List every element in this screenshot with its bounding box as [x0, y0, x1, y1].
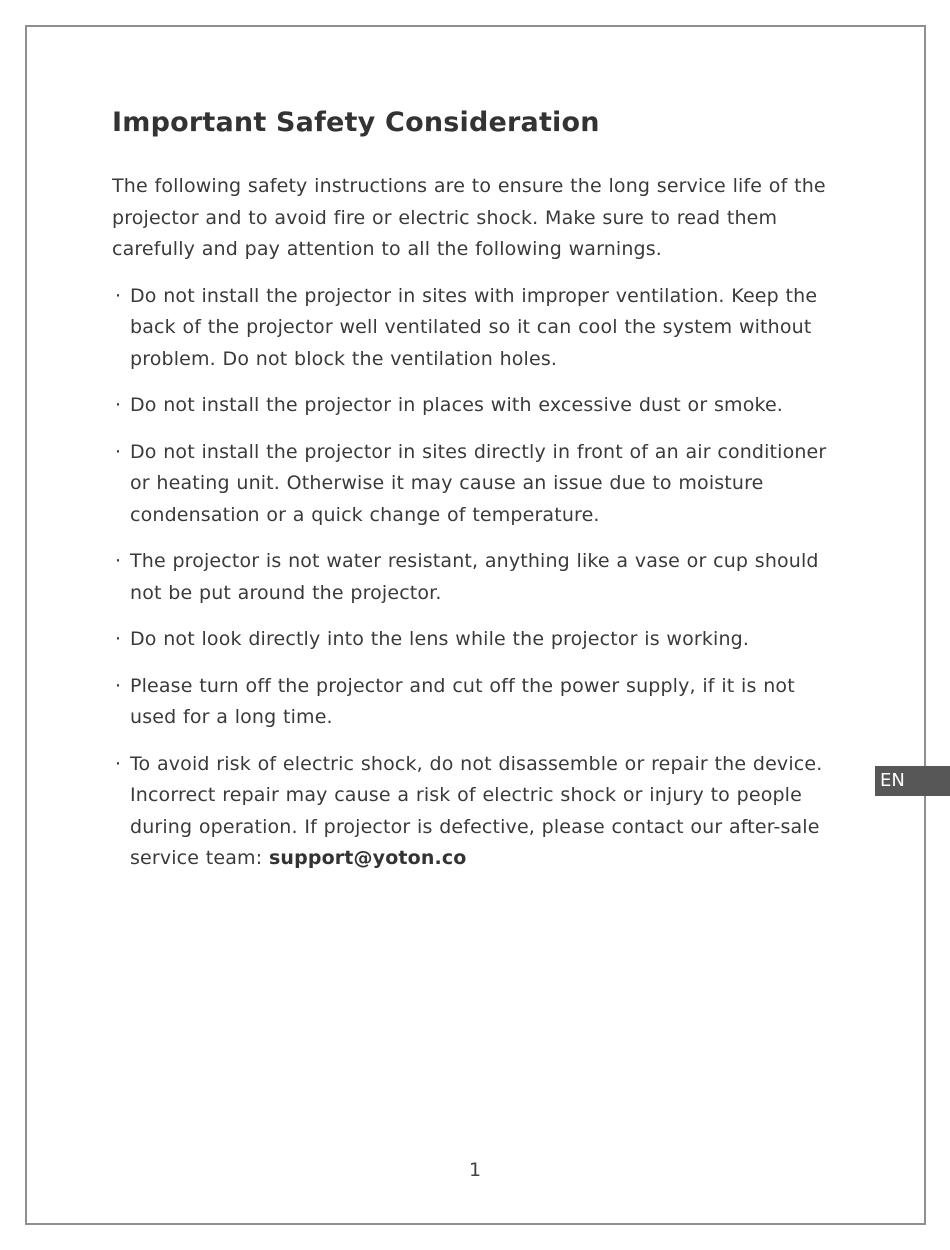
warning-text: Do not install the projector in sites with improper ventilation. Keep the back of the projector well ventilated so it can cool the system without problem. Do not block the ventilation holes. — [130, 284, 818, 370]
warning-item — [112, 546, 847, 609]
page-title: Important Safety Consideration — [112, 107, 600, 138]
warning-item — [112, 671, 847, 734]
page-content — [112, 103, 847, 890]
warning-text: The projector is not water resistant, anything like a vase or cup should not be put around the projector. — [130, 550, 819, 604]
warning-text: Do not look directly into the lens while the projector is working. — [130, 628, 750, 650]
warnings-list — [112, 281, 847, 875]
bullet-icon: · — [115, 440, 122, 463]
page-number: 1 — [468, 1159, 482, 1181]
support-email[interactable]: support@yoton.co — [268, 847, 467, 869]
bullet-icon: · — [115, 752, 122, 775]
warning-text: Please turn off the projector and cut off the power supply, if it is not used for a long time. — [130, 674, 795, 728]
language-tab: EN — [875, 766, 950, 796]
bullet-icon: · — [115, 550, 122, 572]
warning-item — [112, 281, 847, 376]
warning-text: To avoid risk of electric shock, do not disassemble or repair the device. Incorrect repair may cause a risk of electric shock or injury to people during operation. If projector is defective, please contact our after-sale service team: — [130, 752, 823, 869]
bullet-icon: · — [115, 628, 122, 650]
bullet-icon: · — [115, 394, 122, 416]
warning-text: Do not install the projector in sites directly in front of an air conditioner or heating unit. Otherwise it may cause an issue due to moisture condensation or a quick change of temperature. — [130, 440, 827, 526]
intro-paragraph: The following safety instructions are to ensure the long service life of the projector and to avoid fire or electric shock. Make sure to read them carefully and pay attention to all the following warnings. — [112, 175, 826, 260]
warning-item — [112, 749, 847, 875]
bullet-icon: · — [115, 674, 122, 697]
warning-item — [112, 437, 847, 532]
warning-item — [112, 390, 847, 422]
bullet-icon: · — [115, 284, 122, 307]
warning-text: Do not install the projector in places with excessive dust or smoke. — [130, 394, 783, 416]
warning-item — [112, 624, 847, 656]
